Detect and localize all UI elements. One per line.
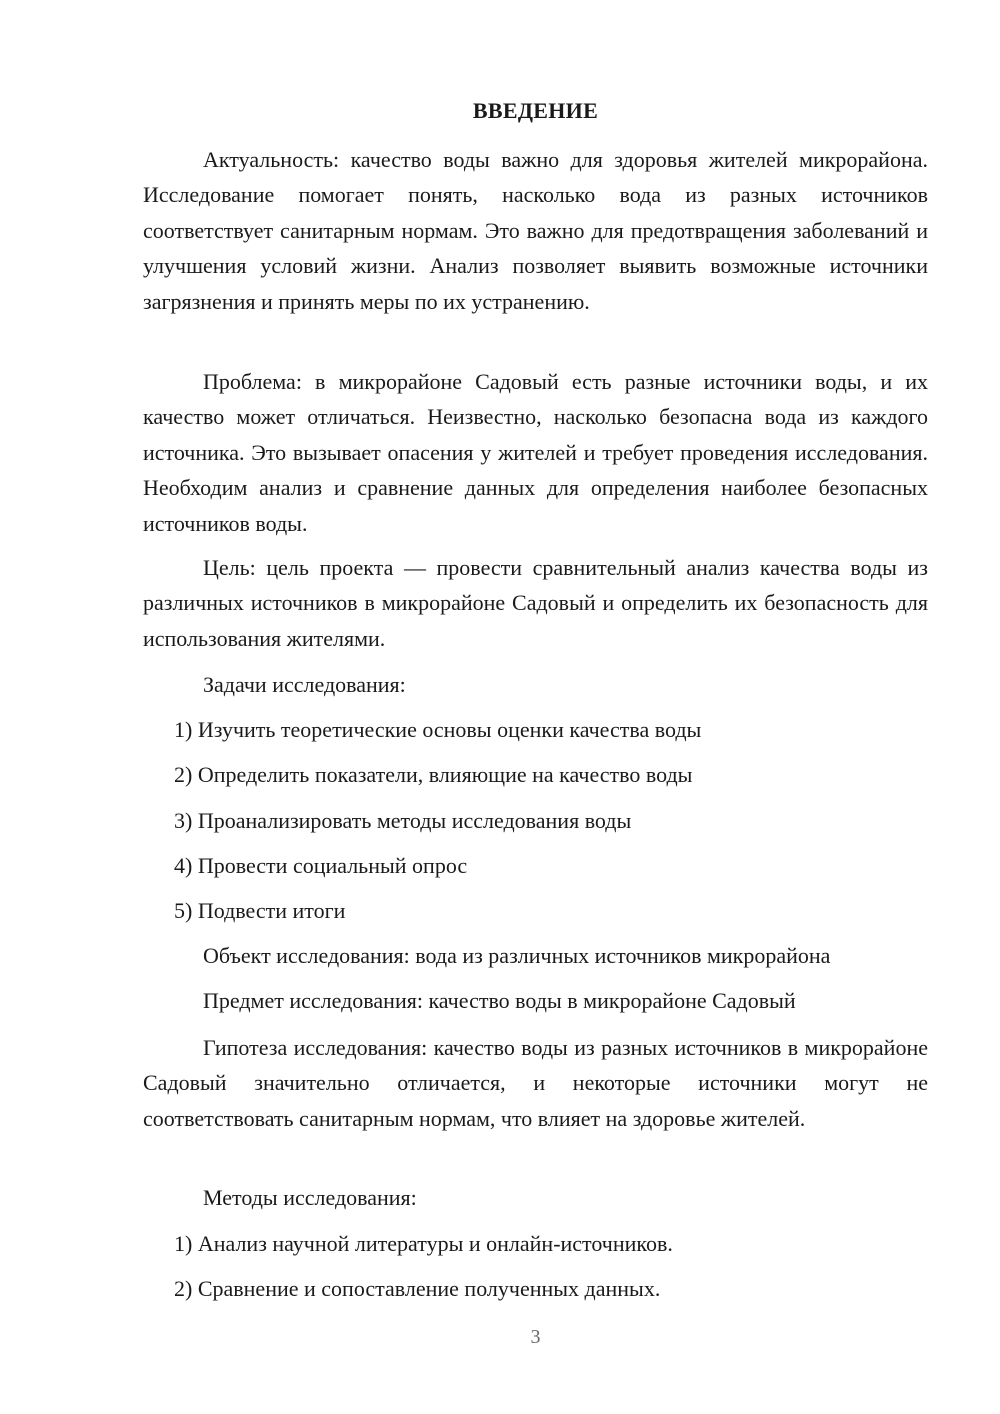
goal-paragraph: Цель: цель проекта — провести сравнительный анализ качества воды из различных источников в микрорайоне Садовый и определить их безопасность для использования жителями. <box>143 555 928 651</box>
relevance-paragraph: Актуальность: качество воды важно для здоровья жителей микрорайона. Исследование помогает понять, насколько вода из разных источников соответствует санитарным нормам. Это важно для предотвращения заболеваний и улучшения условий жизни. Анализ позволяет выявить возможные источники загрязнения и принять меры по их устранению. <box>143 147 928 314</box>
tasks-heading: Задачи исследования: <box>203 672 406 697</box>
method-item: 1) Анализ научной литературы и онлайн-источников. <box>174 1231 673 1256</box>
document-page <box>143 0 928 1414</box>
task-item: 1) Изучить теоретические основы оценки качества воды <box>174 717 702 742</box>
page-number: 3 <box>530 1326 541 1348</box>
method-item: 2) Сравнение и сопоставление полученных данных. <box>174 1276 661 1301</box>
research-object: Объект исследования: вода из различных источников микрорайона <box>203 943 831 968</box>
methods-heading: Методы исследования: <box>203 1185 417 1210</box>
section-title: ВВЕДЕНИЕ <box>472 98 599 123</box>
problem-paragraph: Проблема: в микрорайоне Садовый есть разные источники воды, и их качество может отличаться. Неизвестно, насколько безопасна вода из каждого источника. Это вызывает опасения у жителей и требует проведения исследования. Необходим анализ и сравнение данных для определения наиболее безопасных источников воды. <box>143 369 928 536</box>
hypothesis-paragraph: Гипотеза исследования: качество воды из разных источников в микрорайоне Садовый значительно отличается, и некоторые источники могут не соответствовать санитарным нормам, что влияет на здоровье жителей. <box>143 1035 928 1131</box>
task-item: 4) Провести социальный опрос <box>174 853 468 878</box>
task-item: 5) Подвести итоги <box>174 898 346 923</box>
research-subject: Предмет исследования: качество воды в микрорайоне Садовый <box>203 988 796 1013</box>
task-item: 2) Определить показатели, влияющие на качество воды <box>174 762 693 787</box>
task-item: 3) Проанализировать методы исследования воды <box>174 808 632 833</box>
